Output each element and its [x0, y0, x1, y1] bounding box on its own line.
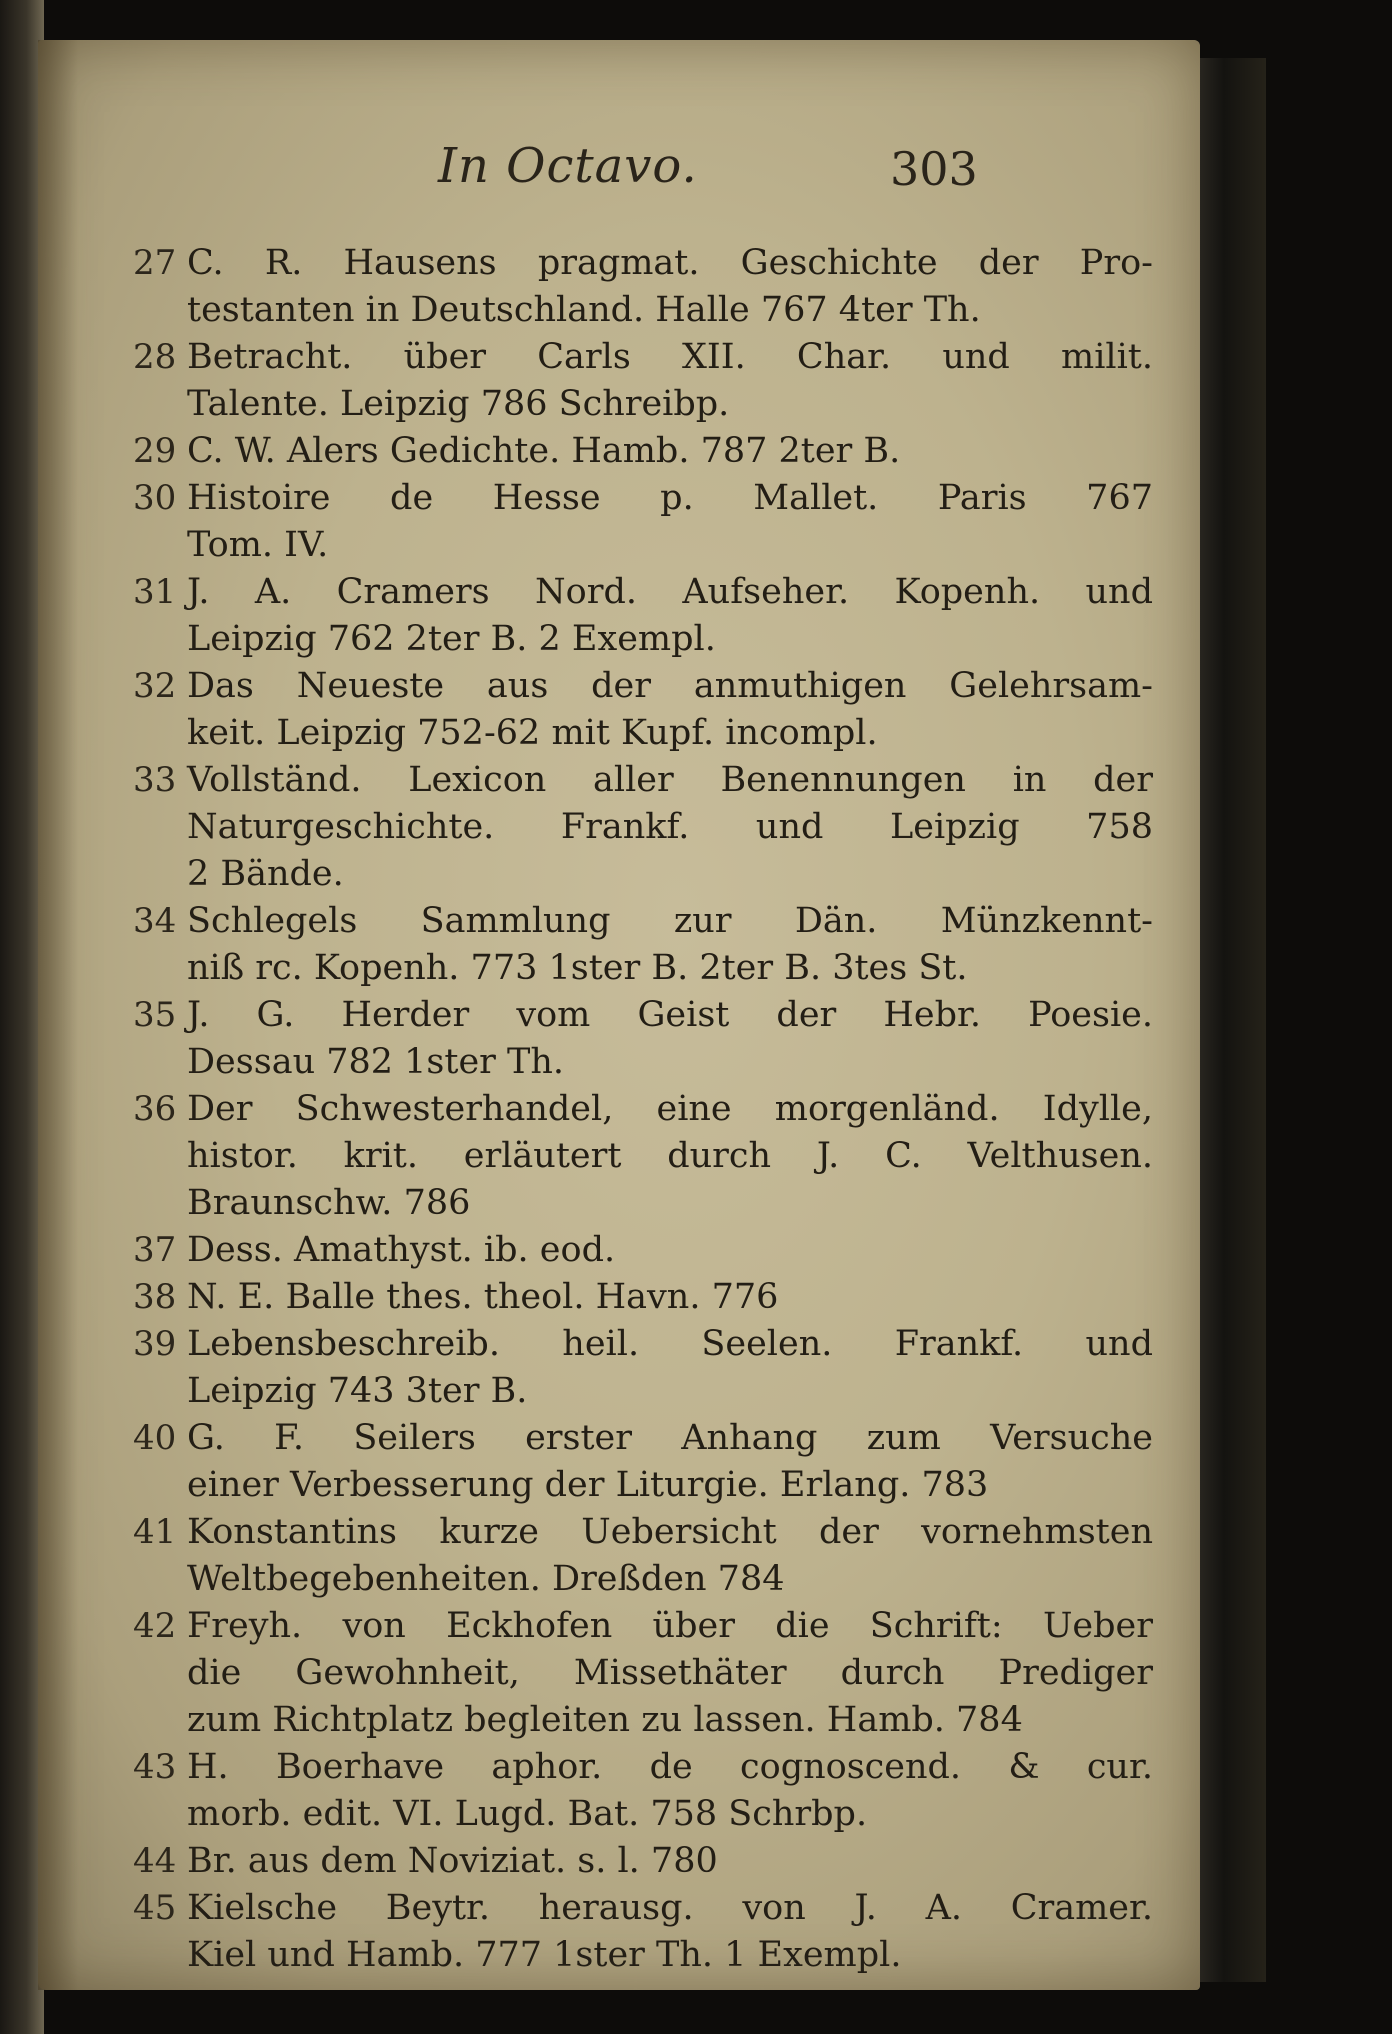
entry-line: Das Neueste aus der anmuthigen Gelehrsam- [187, 666, 1153, 706]
running-title: In Octavo. [438, 138, 698, 194]
entry-number: 35 [133, 995, 177, 1035]
entry-number: 27 [133, 243, 177, 283]
list-item [133, 1415, 1153, 1509]
entry-text [187, 240, 1153, 334]
page-number: 303 [890, 142, 978, 196]
entry-number: 42 [133, 1606, 177, 1646]
list-item [133, 1603, 1153, 1744]
entry-line: Braunschw. 786 [187, 1183, 471, 1223]
entry-text [187, 1086, 1153, 1227]
entry-line: Betracht. über Carls XII. Char. und milit. [187, 337, 1153, 377]
entry-number: 33 [133, 760, 177, 800]
entry-text [187, 1415, 1153, 1509]
entry-line: Dessau 782 1ster Th. [187, 1042, 565, 1082]
entry-text [187, 428, 1153, 475]
entry-text [187, 1603, 1153, 1744]
entry-line: H. Boerhave aphor. de cognoscend. & cur. [187, 1747, 1153, 1787]
entry-number: 34 [133, 901, 177, 941]
list-item [133, 334, 1153, 428]
list-item [133, 1227, 1153, 1274]
entry-line: Leipzig 743 3ter B. [187, 1371, 528, 1411]
entry-list [133, 240, 1153, 1979]
list-item [133, 757, 1153, 898]
entry-line: Tom. IV. [187, 525, 329, 565]
page-header [38, 138, 1200, 208]
list-item [133, 428, 1153, 475]
entry-text [187, 663, 1153, 757]
entry-number: 41 [133, 1512, 177, 1552]
entry-text [187, 1321, 1153, 1415]
entry-line: Schlegels Sammlung zur Dän. Münzkennt- [187, 901, 1153, 941]
entry-number: 39 [133, 1324, 177, 1364]
entry-number: 32 [133, 666, 177, 706]
list-item [133, 1274, 1153, 1321]
list-item [133, 898, 1153, 992]
entry-line: Kielsche Beytr. herausg. von J. A. Cramer. [187, 1888, 1153, 1928]
book-binding [1196, 58, 1266, 1982]
entry-line: morb. edit. VI. Lugd. Bat. 758 Schrbp. [187, 1794, 868, 1834]
entry-line: einer Verbesserung der Liturgie. Erlang. 783 [187, 1465, 989, 1505]
entry-line: 2 Bände. [187, 854, 344, 894]
entry-line: Der Schwesterhandel, eine morgenländ. Idylle, [187, 1089, 1153, 1129]
entry-line: Vollständ. Lexicon aller Benennungen in der [187, 760, 1153, 800]
entry-line: Talente. Leipzig 786 Schreibp. [187, 384, 730, 424]
entry-text [187, 475, 1153, 569]
entry-line: keit. Leipzig 752-62 mit Kupf. incompl. [187, 713, 878, 753]
entry-text [187, 898, 1153, 992]
entry-line: niß rc. Kopenh. 773 1ster B. 2ter B. 3tes St. [187, 948, 968, 988]
entry-text [187, 1509, 1153, 1603]
list-item [133, 1086, 1153, 1227]
entry-line: J. A. Cramers Nord. Aufseher. Kopenh. und [187, 572, 1153, 612]
list-item [133, 1885, 1153, 1979]
entry-text [187, 334, 1153, 428]
entry-line: J. G. Herder vom Geist der Hebr. Poesie. [187, 995, 1153, 1035]
entry-line: Leipzig 762 2ter B. 2 Exempl. [187, 619, 716, 659]
entry-text [187, 1838, 1153, 1885]
entry-number: 36 [133, 1089, 177, 1129]
entry-line: Lebensbeschreib. heil. Seelen. Frankf. und [187, 1324, 1153, 1364]
entry-line: G. F. Seilers erster Anhang zum Versuche [187, 1418, 1153, 1458]
entry-number: 37 [133, 1230, 177, 1270]
entry-number: 30 [133, 478, 177, 518]
entry-number: 28 [133, 337, 177, 377]
entry-line: Dess. Amathyst. ib. eod. [187, 1230, 616, 1270]
book-page [38, 40, 1200, 1990]
list-item [133, 569, 1153, 663]
entry-number: 29 [133, 431, 177, 471]
page-gutter [38, 40, 78, 1990]
entry-text [187, 1227, 1153, 1274]
entry-line: testanten in Deutschland. Halle 767 4ter Th. [187, 290, 981, 330]
entry-text [187, 1744, 1153, 1838]
entry-line: Weltbegebenheiten. Dreßden 784 [187, 1559, 785, 1599]
entry-text [187, 757, 1153, 898]
entry-line: Kiel und Hamb. 777 1ster Th. 1 Exempl. [187, 1935, 902, 1975]
entry-line: C. R. Hausens pragmat. Geschichte der Pro- [187, 243, 1153, 283]
entry-line: C. W. Alers Gedichte. Hamb. 787 2ter B. [187, 431, 901, 471]
list-item [133, 663, 1153, 757]
entry-line: Histoire de Hesse p. Mallet. Paris 767 [187, 478, 1153, 518]
entry-number: 43 [133, 1747, 177, 1787]
entry-text [187, 1274, 1153, 1321]
entry-number: 38 [133, 1277, 177, 1317]
entry-line: die Gewohnheit, Missethäter durch Prediger [187, 1653, 1153, 1693]
entry-number: 45 [133, 1888, 177, 1928]
entry-text [187, 1885, 1153, 1979]
list-item [133, 1321, 1153, 1415]
entry-line: zum Richtplatz begleiten zu lassen. Hamb. 784 [187, 1700, 1023, 1740]
entry-number: 31 [133, 572, 177, 612]
list-item [133, 475, 1153, 569]
entry-line: Freyh. von Eckhofen über die Schrift: Ueber [187, 1606, 1153, 1646]
entry-line: histor. krit. erläutert durch J. C. Velthusen. [187, 1136, 1153, 1176]
list-item [133, 240, 1153, 334]
entry-number: 40 [133, 1418, 177, 1458]
entry-text [187, 992, 1153, 1086]
entry-line: Naturgeschichte. Frankf. und Leipzig 758 [187, 807, 1153, 847]
list-item [133, 1838, 1153, 1885]
entry-number: 44 [133, 1841, 177, 1881]
entry-line: Br. aus dem Noviziat. s. l. 780 [187, 1841, 718, 1881]
entry-line: N. E. Balle thes. theol. Havn. 776 [187, 1277, 779, 1317]
list-item [133, 992, 1153, 1086]
entry-text [187, 569, 1153, 663]
list-item [133, 1509, 1153, 1603]
list-item [133, 1744, 1153, 1838]
entry-line: Konstantins kurze Uebersicht der vornehmsten [187, 1512, 1153, 1552]
